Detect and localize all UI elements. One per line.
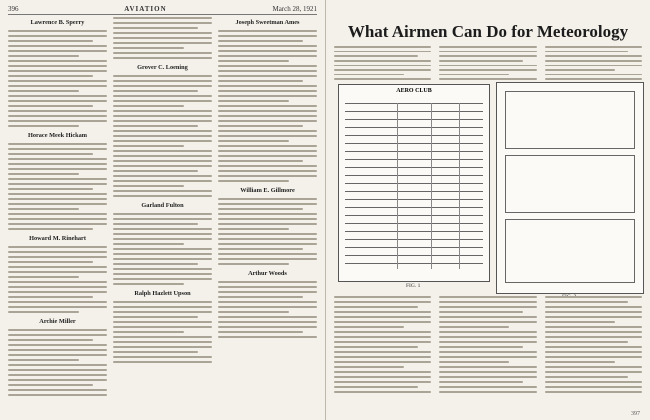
running-head: [8, 4, 317, 15]
page-number: 396: [8, 5, 19, 13]
column-2: [113, 17, 212, 408]
right-page: [326, 0, 650, 420]
issue-date: March 28, 1921: [272, 5, 317, 13]
figure-2-chart-form: [496, 82, 644, 294]
figure-1-form: [338, 84, 490, 282]
figure-1-header: AERO CLUB: [396, 88, 432, 94]
bio-heading: Ralph Hazlett Upson: [134, 290, 191, 297]
bio-heading: Howard M. Rinehart: [29, 235, 86, 242]
bio-heading: Archie Miller: [39, 318, 76, 325]
bio-heading: Horace Meek Hickam: [27, 132, 88, 139]
running-title: AVIATION: [124, 5, 167, 13]
article-intro: [334, 46, 642, 80]
article-body: [334, 296, 642, 408]
bio-heading: Lawrence B. Sperry: [30, 19, 85, 26]
bio-heading: Garland Fulton: [141, 202, 184, 209]
bio-heading: William E. Gillmore: [240, 187, 295, 194]
biography-columns: [8, 17, 317, 408]
figure-1-caption: FIG. 1: [406, 283, 421, 289]
page-number-right: 397: [631, 411, 640, 417]
article-title: What Airmen Can Do for Meteorology: [347, 22, 629, 41]
bio-heading: Joseph Sweetman Ames: [235, 19, 300, 26]
bio-heading: Arthur Woods: [248, 270, 287, 277]
bio-heading: Grover C. Loening: [137, 64, 188, 71]
column-1: [8, 17, 107, 408]
column-3: [218, 17, 317, 408]
